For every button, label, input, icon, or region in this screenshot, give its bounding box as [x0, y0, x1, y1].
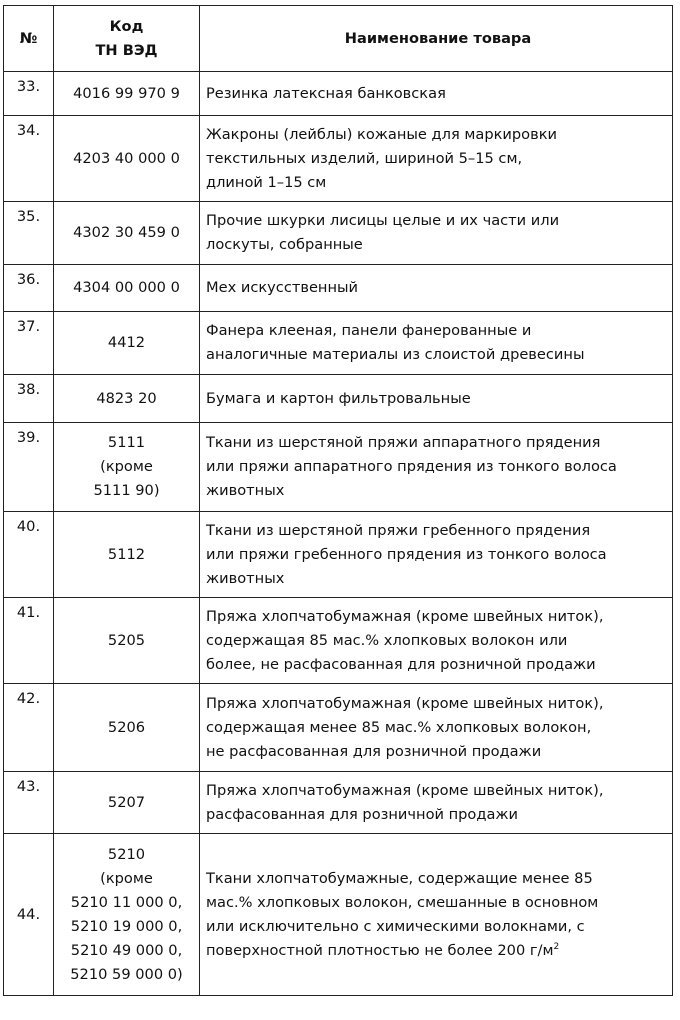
header-number: № — [4, 6, 54, 72]
row-code: 5205 — [54, 598, 200, 684]
row-name: Мех искусственный — [200, 265, 673, 312]
row-number: 42. — [4, 684, 54, 772]
table-row — [4, 375, 673, 423]
row-number: 36. — [4, 265, 54, 312]
row-code: 5210 (кроме 5210 11 000 0, 5210 19 000 0, 5210 49 000 0, 5210 59 000 0) — [54, 834, 200, 996]
table-row — [4, 202, 673, 265]
goods-table — [3, 5, 673, 996]
row-code: 5207 — [54, 772, 200, 834]
row-name: Фанера клееная, панели фанерованные и аналогичные материалы из слоистой древесины — [200, 312, 673, 375]
row-code: 4823 20 — [54, 375, 200, 423]
superscript: 2 — [553, 941, 560, 952]
table-row — [4, 684, 673, 772]
row-name: Прочие шкурки лисицы целые и их части или лоскуты, собранные — [200, 202, 673, 265]
row-number: 35. — [4, 202, 54, 265]
row-code: 4016 99 970 9 — [54, 72, 200, 116]
row-code: 5111 (кроме 5111 90) — [54, 423, 200, 512]
row-number: 44. — [4, 834, 54, 996]
row-number: 33. — [4, 72, 54, 116]
table-header-row — [4, 6, 673, 72]
row-number: 38. — [4, 375, 54, 423]
row-number: 43. — [4, 772, 54, 834]
row-name-text: Ткани хлопчатобумажные, содержащие менее 85 мас.% хлопковых волокон, смешанные в основном или исключительно с химическими волокнами, с поверхностной плотностью не более 200 г/м — [206, 869, 599, 959]
table-row — [4, 598, 673, 684]
row-code: 4304 00 000 0 — [54, 265, 200, 312]
table-row — [4, 116, 673, 202]
row-code: 4412 — [54, 312, 200, 375]
table-row — [4, 265, 673, 312]
table-row — [4, 512, 673, 598]
row-name: Бумага и картон фильтровальные — [200, 375, 673, 423]
row-number: 40. — [4, 512, 54, 598]
row-code: 4302 30 459 0 — [54, 202, 200, 265]
table-row — [4, 834, 673, 996]
row-code: 5112 — [54, 512, 200, 598]
table-row — [4, 72, 673, 116]
row-code: 4203 40 000 0 — [54, 116, 200, 202]
header-name: Наименование товара — [200, 6, 673, 72]
row-name: Пряжа хлопчатобумажная (кроме швейных ниток), содержащая 85 мас.% хлопковых волокон или более, не расфасованная для розничной продажи — [200, 598, 673, 684]
row-name: Резинка латексная банковская — [200, 72, 673, 116]
row-number: 39. — [4, 423, 54, 512]
row-name — [200, 834, 673, 996]
row-name: Ткани из шерстяной пряжи гребенного прядения или пряжи гребенного прядения из тонкого волоса животных — [200, 512, 673, 598]
table-row — [4, 312, 673, 375]
row-name: Ткани из шерстяной пряжи аппаратного прядения или пряжи аппаратного прядения из тонкого волоса животных — [200, 423, 673, 512]
table-row — [4, 423, 673, 512]
row-code: 5206 — [54, 684, 200, 772]
table-row — [4, 772, 673, 834]
row-name: Жакроны (лейблы) кожаные для маркировки текстильных изделий, шириной 5–15 см, длиной 1–15 см — [200, 116, 673, 202]
row-number: 41. — [4, 598, 54, 684]
header-code: Код ТН ВЭД — [54, 6, 200, 72]
row-number: 34. — [4, 116, 54, 202]
row-name: Пряжа хлопчатобумажная (кроме швейных ниток), расфасованная для розничной продажи — [200, 772, 673, 834]
row-number: 37. — [4, 312, 54, 375]
row-name: Пряжа хлопчатобумажная (кроме швейных ниток), содержащая менее 85 мас.% хлопковых волокон, не расфасованная для розничной продажи — [200, 684, 673, 772]
